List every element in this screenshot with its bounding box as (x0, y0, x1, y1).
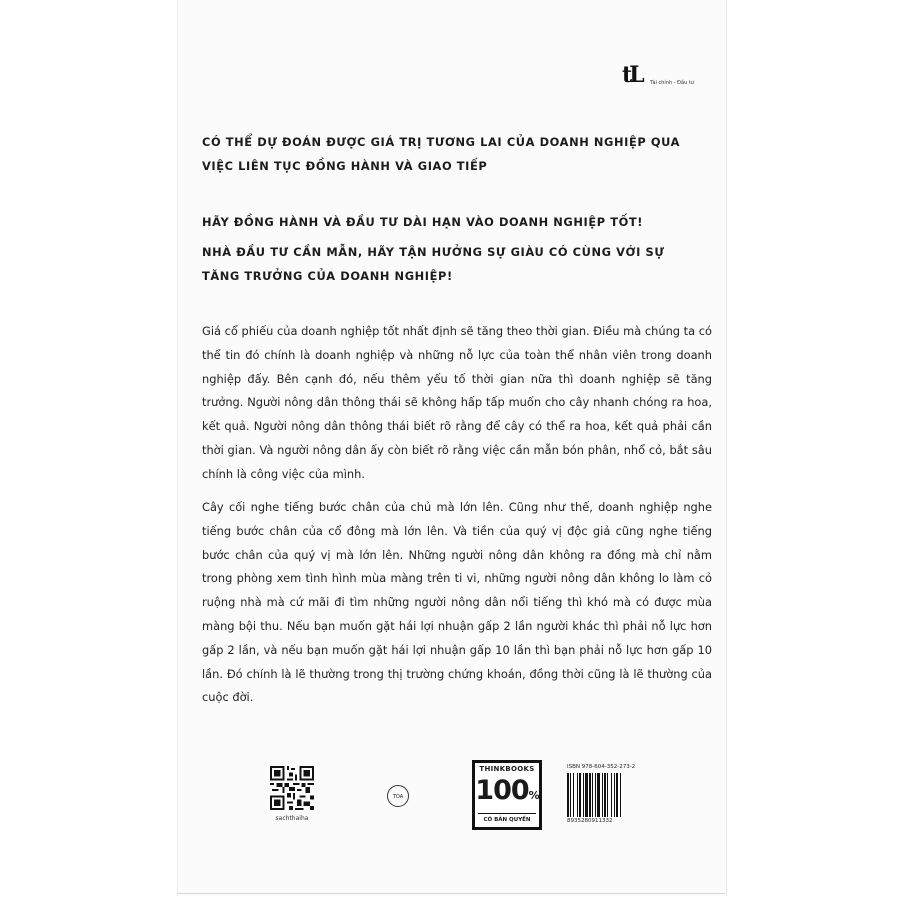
headline-line-1: CÓ THỂ DỰ ĐOÁN ĐƯỢC GIÁ TRỊ TƯƠNG LAI CỦA DOANH NGHIỆP QUA (202, 135, 681, 149)
headline (202, 130, 712, 178)
barcode-icon (567, 773, 627, 817)
badge-brand: THINKBOOKS (479, 765, 535, 773)
publisher-logo-mark: tL (622, 62, 642, 88)
body-paragraph-1: Giá cổ phiếu của doanh nghiệp tốt nhất định sẽ tăng theo thời gian. Điều mà chúng ta có thể tin đó chính là doanh nghiệp và những nỗ lực của toàn thể nhân viên trong doanh nghiệp đấy. Bên cạnh đó, nếu thêm yếu tố thời gian nữa thì doanh nghiệp sẽ tăng trưởng. Người nông dân thông thái sẽ không hấp tấp muốn cho cây nhanh chóng ra hoa, kết quả. Người nông dân thông thái biết rõ rằng để cây có thể ra hoa, kết quả phải cần thời gian. Và người nông dân ấy còn biết rõ rằng việc cần mẫn bón phân, nhổ cỏ, bắt sâu chính là công việc của mình. (202, 324, 712, 481)
subheadline-line-1: HÃY ĐỒNG HÀNH VÀ ĐẦU TƯ DÀI HẠN VÀO DOANH NGHIỆP TỐT! (202, 215, 644, 229)
subheadline-line-2: NHÀ ĐẦU TƯ CẦN MẪN, HÃY TẬN HƯỞNG SỰ GIÀU CÓ CÙNG VỚI SỰ (202, 245, 665, 259)
publisher-logo (620, 60, 720, 100)
publisher-logo-tagline: Tài chính - Đầu tư (650, 80, 694, 86)
copyright-badge (472, 760, 542, 830)
badge-percent-sign: % (528, 789, 539, 802)
body-paragraph-2: Cây cối nghe tiếng bước chân của chủ mà lớn lên. Cũng như thế, doanh nghiệp nghe tiếng bước chân của cổ đông mà lớn lên. Và tiền của quý vị độc giả cũng nghe tiếng bước chân của quý vị mà lớn lên. Những người nông dân không ra đồng mà chỉ nằm trong phòng xem tình hình mùa màng trên ti vi, những người nông dân không lo làm cỏ ruộng nhà mà cứ mãi đi tìm những người nông dân nổi tiếng thì khó mà có được mùa màng bội thu. Nếu bạn muốn gặt hái lợi nhuận gấp 2 lần người khác thì phải nỗ lực hơn gấp 2 lần, và nếu bạn muốn gặt hái lợi nhuận gấp 10 lần thì bạn phải nỗ lực hơn gấp 10 lần. Đó chính là lẽ thường trong thị trường chứng khoán, đồng thời cũng là lẽ thường của cuộc đời. (202, 500, 712, 705)
isbn-top-text: ISBN 978-604-352-273-2 (567, 764, 636, 770)
isbn-block (567, 763, 636, 825)
badge-percent (475, 776, 539, 811)
isbn-bottom-text: 8935280911332 (567, 818, 613, 824)
subheadline-line-3: TĂNG TRƯỞNG CỦA DOANH NGHIỆP! (202, 269, 453, 283)
qr-code-label: sachthaiha (275, 815, 309, 822)
badge-caption: CÓ BẢN QUYỀN (478, 813, 536, 823)
badge-number: 100 (475, 775, 529, 806)
certification-seal: TOA (387, 785, 409, 807)
headline-line-2: VIỆC LIÊN TỤC ĐỒNG HÀNH VÀ GIAO TIẾP (202, 159, 488, 173)
qr-code-icon (270, 766, 314, 810)
subheadline (202, 210, 712, 288)
cover-bottom-edge (177, 893, 725, 894)
